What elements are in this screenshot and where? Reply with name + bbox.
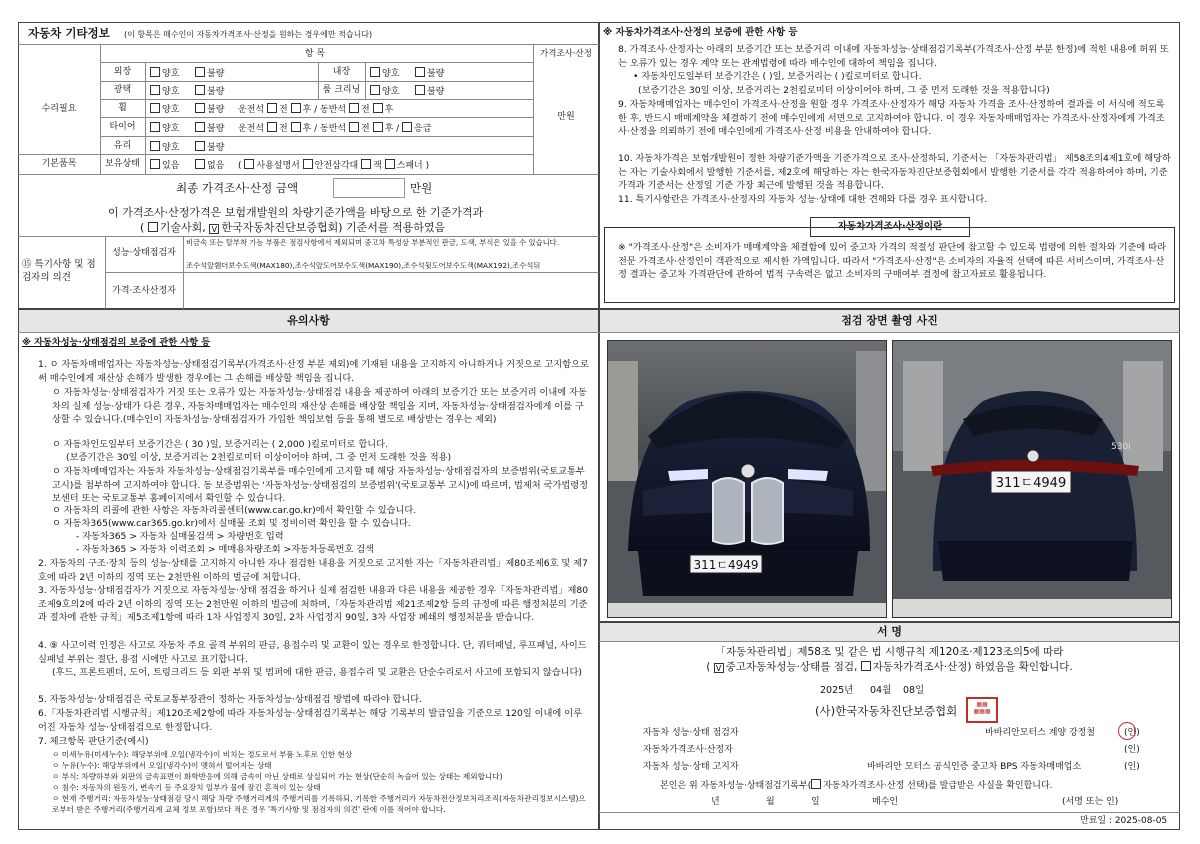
glass-label: 유리 [113, 141, 132, 151]
sign-date-day: 08일 [903, 685, 925, 696]
perf-checker-label: 성능·상태점검자 [112, 248, 176, 258]
driver-seat-text: 운전석 [238, 105, 265, 115]
confirm-price-checkbox[interactable] [811, 779, 821, 789]
tire-passenger-front-checkbox[interactable] [349, 122, 359, 132]
final-amount-input[interactable] [333, 178, 405, 198]
possession-have-checkbox[interactable] [150, 159, 160, 169]
notes-p2: ㅇ 자동차성능·상태점검자가 거짓 또는 오류가 있는 자동차성능·상태점검 내용을 제공하여 아래의 보증기간 또는 보증거리 이내에 자동차의 실제 성능·상태가 다른 경우, 자동차매매업자는 매수인의 재산상 손해를 배상할 책임을 지며, 자동차성능·상태점검자에게 이를 구상할 수 있습니다.(매수인이 자동차성능·상태점검자가 가입한 책임보험 등을 통해 별도로 배상받는 경우는 제외) [52, 387, 587, 426]
price-checker-label: 가격·조사산정자 [112, 286, 176, 296]
photos-title: 점검 장면 촬영 사진 [600, 310, 1179, 332]
notes-p10: 5. 자동차성능·상태점검은 국토교통부장관이 정하는 자동차성능·상태점검 방법에 따라야 합니다. [38, 694, 423, 705]
notes-p11: 6.「자동차관리법 시행규칙」제120조제2항에 따라 자동차성능·상태점검기록부는 해당 기록부의 발급일을 기준으로 120일 이내에 이루어진 자동차 성능·상태점검으로 한정합니다. [38, 708, 582, 733]
bad-text: 불량 [207, 143, 225, 153]
buyer-year: 년 [711, 797, 720, 807]
sign-row3-seal: (인) [1124, 762, 1140, 772]
etc-title: 자동차 기타정보 [28, 26, 110, 40]
buyer-label: 매수인 [872, 797, 899, 807]
tire-driver-front-checkbox[interactable] [267, 122, 277, 132]
etc-title-note: (이 항목은 매수인이 자동차가격조사·산정을 원하는 경우에만 적습니다) [124, 30, 373, 39]
final-amount-unit: 만원 [410, 181, 433, 195]
wheel-passenger-front-checkbox[interactable] [349, 103, 359, 113]
manual-text: 사용설명서 [256, 161, 300, 171]
buyer-month: 월 [766, 797, 775, 807]
confirm-text-b: 자동차가격조사·산정 선택)를 발급받은 사실을 확인합니다. [823, 781, 1053, 791]
guarantee-title: ※ 자동차가격조사·산정의 보증에 관한 사항 등 [603, 27, 798, 38]
tire-good-checkbox[interactable] [150, 122, 160, 132]
rear-text: 후 [384, 124, 394, 134]
notes-s1: ㅇ 미세누유(미세누수): 해당부위에 오일(냉각수)이 비치는 정도로서 부품 노후로 인한 현상 [52, 750, 353, 759]
tire-label: 타이어 [109, 122, 136, 132]
definition-title: 자동차가격조사·산정이란 [810, 217, 970, 237]
none-text: 없음 [207, 161, 225, 171]
notes-subtitle: ※ 자동차성능·상태점검의 보증에 관한 사항 등 [22, 337, 211, 348]
gloss-label: 광택 [113, 85, 132, 95]
exterior-good-checkbox[interactable] [150, 67, 160, 77]
guarantee-item-8-a: • 자동차인도일부터 보증기간은 ( )일, 보증거리는 ( )킬로미터로 합니다. [633, 71, 922, 82]
interior-bad-checkbox[interactable] [415, 67, 425, 77]
notes-title: 유의사항 [19, 310, 598, 332]
sign-row1-value: 바바리안모터스 계양 강정철 [985, 728, 1096, 738]
notes-p6: ㅇ 자동차365(www.car365.go.kr)에서 실매물 조회 및 정비이력 확인을 할 수 있습니다. [52, 518, 411, 529]
notes-p6b: - 자동차365 > 자동차 이력조회 > 매매용차량조회 >자동차등록번호 검색 [76, 544, 375, 555]
notes-p9b: (후드, 프론트펜더, 도어, 트렁크리드 등 외판 부위 및 범퍼에 대한 판금, 용접수리 및 교환은 단순수리로서 사고에 포함되지 않습니다) [52, 667, 583, 678]
sign-opt2-text: 자동차가격조사·산정) 하였음을 확인합니다. [872, 661, 1073, 673]
basis-line1: 이 가격조사·산정가격은 보험개발원의 차량기준가액을 바탕으로 한 기준가격과 [108, 206, 484, 219]
buyer-day: 일 [811, 797, 820, 807]
possession-label: 보유상태 [105, 159, 140, 169]
spanner-checkbox[interactable] [385, 159, 395, 169]
gloss-bad-checkbox[interactable] [195, 85, 205, 95]
perf-note2: 조수석앞휀더보수도색(MAX180),조수석앞도어보수도색(MAX190),조수석뒷도어보수도색(MAX192),조수석뒤 [186, 262, 541, 270]
notes-p6a: - 자동차365 > 자동차 실매물검색 > 차량번호 입력 [76, 531, 284, 542]
sign-row3-label: 자동차 성능·상태 고지자 [643, 762, 739, 772]
definition-text: ※ "가격조사·산정"은 소비자가 매매계약을 체결함에 있어 중고차 가격의 적절성 판단에 참고할 수 있도록 법령에 의한 절차와 기준에 따라 전문 가격조사·산정인이 객관적으로 제시한 가액입니다. 따라서 "가격조사·산정"은 소비자의 자율적 선택에 따른 서비스이며, 가격조사·산정 결과는 중고차 가격판단에 관하여 법적 구속력은 없고 소비자의 구매여부 결정에 참고자료로 활용됩니다. [618, 242, 1166, 281]
room-clean-label: 룸 크리닝 [322, 85, 361, 95]
special-notes-label: ⑮ 특기사항 및 점검자의 의견 [22, 259, 96, 283]
gloss-good-checkbox[interactable] [150, 85, 160, 95]
sign-line1: 「자동차관리법」제58조 및 같은 법 시행규칙 제120조·제123조의5에 따라 [715, 646, 1064, 658]
rear-text: 후 [384, 105, 394, 115]
col-item-header: 항 목 [304, 49, 326, 59]
guarantee-item-10: 10. 자동차가격은 보험개발원이 정한 차량기준가액을 기준가격으로 조사·산정하되, 기준서는 「자동차관리법」 제58조의4제1호에 해당하는 자는 기술사회에서 발행한 기준서를, 제2호에 해당하는 자는 한국자동차진단보증협회에서 발행한 기준서를 각각 적용하여야 하며, 기준가격과 기준서는 산정일 기준 가장 최근에 발행된 것을 적용합니다. [618, 153, 1171, 192]
notes-p8: 3. 자동차성능·상태점검자가 거짓으로 자동차성능·상태 점검을 하거나 실제 점검한 내용과 다른 내용을 제공한 경우「자동차관리법」제80조제9호의2에 따라 2년 이하의 징역 또는 2천만원 이하의 벌금에 처하며,「자동차관리법 제21조제2항 등의 규정에 따른 행정처분의 기준과 절차에 관한 규칙」제5조제1항에 따라 1차 사업정지 30일, 2차 사업정지 90일, 3차 사업장 폐쇄의 행정처분을 받습니다. [38, 585, 589, 624]
sign-date-month: 04월 [870, 685, 892, 696]
room-clean-good-checkbox[interactable] [370, 85, 380, 95]
signature-title: 서 명 [600, 623, 1179, 641]
price-unit-label: 만원 [557, 112, 575, 122]
notes-p1: 1. ㅇ 자동차매매업자는 자동차성능·상태점검기록부(가격조사·산정 부분 제외)에 기재된 내용을 고지하지 아니하거나 거짓으로 고지함으로써 매수인에게 재산상 손해가 발생한 경우에는 그 손해를 배상할 책임을 집니다. [38, 359, 589, 384]
front-text: 전 [360, 105, 370, 115]
sign-opt1-text: 중고자동차성능·상태를 점검, [725, 661, 858, 673]
basis-opt1-text: 기술사회, [159, 221, 206, 234]
wheel-bad-checkbox[interactable] [195, 103, 205, 113]
wheel-driver-rear-checkbox[interactable] [291, 103, 301, 113]
bad-text: 불량 [207, 87, 225, 97]
expire-date: 만료일 : 2025-08-05 [1080, 816, 1168, 826]
good-text: 양호 [162, 69, 180, 79]
notes-p7: 2. 자동차의 구조·장치 등의 성능·상태를 고지하지 아니한 자나 점검한 내용을 거짓으로 고지한 자는「자동차관리법」제80조제6호 및 제7호에 따라 2년 이하의 징역 또는 2천만원 이하의 벌금에 처합니다. [38, 558, 588, 583]
final-amount-label: 최종 가격조사·산정 금액 [176, 181, 299, 195]
basis-opt1-checkbox[interactable] [148, 222, 158, 232]
perf-note1: 비금속 또는 탈부착 가능 부품은 점검사항에서 제외되며 중고차 특성상 부분적인 판금, 도색, 부식은 있을 수 있습니다. [186, 238, 560, 247]
notes-p3b: (보증기간은 30일 이상, 보증거리는 2천킬로미터 이상이어야 하며, 그 중 먼저 도래한 것을 적용) [66, 452, 452, 463]
front-text: 전 [360, 124, 370, 134]
interior-good-checkbox[interactable] [370, 67, 380, 77]
notes-p3: ㅇ 자동차인도일부터 보증기간은 ( 30 )일, 보증거리는 ( 2,000 )킬로미터로 합니다. [52, 439, 388, 450]
car-rear-photo [892, 340, 1172, 618]
sign-perf-checkbox[interactable]: V [714, 663, 724, 673]
glass-bad-checkbox[interactable] [195, 141, 205, 151]
glass-good-checkbox[interactable] [150, 141, 160, 151]
notes-p9: 4. ⑨ 사고이력 인정은 사고로 자동차 주요 골격 부위의 판금, 용접수리 및 교환이 있는 경우로 한정합니다. 단, 쿼터패널, 루프패널, 사이드실패널 부위는 절단, 용접 시에만 사고로 표기합니다. [38, 640, 587, 665]
exterior-label: 외장 [113, 67, 132, 77]
front-text: 전 [278, 124, 288, 134]
good-text: 양호 [382, 69, 400, 79]
notes-s3: ㅇ 부식: 차량하부와 외판의 금속표면이 화학반응에 의해 금속이 아닌 상태로 상실되어 가는 현상(단순히 녹슬어 있는 상태는 제외합니다) [52, 772, 503, 781]
exterior-bad-checkbox[interactable] [195, 67, 205, 77]
group-repair-label: 수리필요 [41, 104, 77, 114]
good-text: 양호 [162, 124, 180, 134]
tire-driver-rear-checkbox[interactable] [291, 122, 301, 132]
jack-checkbox[interactable] [361, 159, 371, 169]
notes-s5: ㅇ 현재 주행거리: 자동차성능·상태점검 당시 해당 차량 주행거리계의 주행거리를 기록하되, 기록한 주행거리가 자동차전산정보처리조직(자동차관리정보시스템)으로부터 받은 주행거리(주행거리계 교체 정보 포함)보다 적은 경우 '특기사항 및 점검자의 의견' 란에 이를 적어야 합니다. [52, 794, 586, 815]
room-clean-bad-checkbox[interactable] [415, 85, 425, 95]
passenger-seat-text: 동반석 [320, 105, 347, 115]
notes-p12: 7. 체크항목 판단기준(예시) [38, 736, 149, 747]
sign-row2-label: 자동차가격조사·산정자 [643, 745, 733, 755]
wheel-passenger-rear-checkbox[interactable] [373, 103, 383, 113]
group-basic-label: 기본품목 [41, 159, 77, 169]
triangle-text: 안전삼각대 [314, 161, 359, 171]
official-seal-stamp: ▦▦ ▦▦▦ [966, 697, 998, 723]
basis-opt2-checkbox[interactable]: V [209, 224, 219, 234]
triangle-checkbox[interactable] [303, 159, 313, 169]
car-front-photo [607, 340, 887, 618]
tire-bad-checkbox[interactable] [195, 122, 205, 132]
guarantee-item-11: 11. 특기사항란은 가격조사·산정자의 자동차 성능·상태에 대한 견해와 다를 경우 표시합니다. [618, 194, 988, 205]
passenger-seat-text: 동반석 [320, 124, 347, 134]
interior-label: 내장 [332, 67, 351, 77]
sign-row1-seal: (인) [1124, 728, 1140, 738]
notes-s4: ㅇ 침수: 자동차의 원동기, 변속기 등 주요장치 일부가 물에 잠긴 흔적이 있는 상태 [52, 783, 321, 792]
bad-text: 불량 [427, 69, 445, 79]
manual-checkbox[interactable] [244, 159, 254, 169]
sign-org: (사)한국자동차진단보증협회 [815, 704, 958, 718]
notes-p4: ㅇ 자동차매매업자는 자동차 자동차성능·상태점검기록부를 매수인에게 고지할 때 해당 자동차성능·상태점검자의 보증범위(국토교통부 고시)를 첨부하여 고지하여야 합니다. 동 보증범위는 '자동차성능·상태점검의 보증범위'(국토교통부 고시)에 따르며, 법제처 국가법령정보센터 또는 국토교통부 홈페이지에서 확인할 수 있습니다. [52, 466, 588, 505]
bad-text: 불량 [427, 87, 445, 97]
notes-s2: ㅇ 누유(누수): 해당부위에서 오일(냉각수)이 맺혀서 떨어지는 상태 [52, 761, 272, 770]
good-text: 양호 [162, 105, 180, 115]
notes-p5: ㅇ 자동차의 리콜에 관한 사항은 자동차리콜센터(www.car.go.kr)에서 확인할 수 있습니다. [52, 505, 417, 516]
wheel-good-checkbox[interactable] [150, 103, 160, 113]
driver-seat-text: 운전석 [238, 124, 265, 134]
front-plate-text: 311ㄷ4949 [693, 558, 759, 572]
rear-text: 후 [302, 105, 312, 115]
possession-none-checkbox[interactable] [195, 159, 205, 169]
guarantee-item-8: 8. 가격조사·산정자는 아래의 보증기간 또는 보증거리 이내에 자동차성능·상태점검기록부(가격조사·산정 부분 한정)에 적힌 내용에 허위 또는 오류가 있는 경우 계약 또는 관계법령에 따라 매수인에 대하여 책임을 집니다. [618, 44, 1169, 69]
sign-price-checkbox[interactable] [861, 661, 871, 671]
rear-text: 후 [302, 124, 312, 134]
tire-passenger-rear-checkbox[interactable] [373, 122, 383, 132]
sign-row3-value: 바바리안 모터스 공식인증 중고차 BPS 자동차매매업소 [867, 762, 1082, 772]
buyer-sign-note: (서명 또는 인) [1062, 797, 1119, 807]
basis-opt2-text: 한국자동차진단보증협회) 기준서를 적용하였음 [221, 221, 446, 234]
jack-text: 잭 [373, 161, 382, 171]
guarantee-item-8-b: (보증기간은 30일 이상, 보증거리는 2천킬로미터 이상이어야 하며, 그 중 먼저 도래한 것을 적용합니다) [638, 85, 1050, 96]
have-text: 있음 [162, 161, 180, 171]
good-text: 양호 [162, 87, 180, 97]
front-text: 전 [278, 105, 288, 115]
bad-text: 불량 [207, 69, 225, 79]
emergency-text: 응급 [414, 124, 432, 134]
wheel-label: 휠 [118, 103, 127, 113]
guarantee-item-9: 9. 자동차매매업자는 매수인이 가격조사·산정을 원할 경우 가격조사·산정자가 해당 자동차 가격을 조사·산정하여 결과를 이 서식에 적도록 한 후, 반드시 매매계약을 체결하기 전에 매수인에게 서면으로 고지하여야 합니다. 이 경우 자동차매매업자는 가격조사·산정자에게 가격조사·산정을 의뢰하기 전에 매수인에게 가격조사·산정 비용을 안내하여야 합니다. [618, 99, 1165, 138]
tire-emergency-checkbox[interactable] [402, 122, 412, 132]
rear-plate-text: 311ㄷ4949 [995, 476, 1067, 491]
bad-text: 불량 [207, 124, 225, 134]
col-price-header: 가격조사·산정 [540, 49, 592, 59]
good-text: 양호 [162, 143, 180, 153]
bad-text: 불량 [207, 105, 225, 115]
good-text: 양호 [382, 87, 400, 97]
sign-row1-label: 자동차 성능·상태 점검자 [643, 728, 739, 738]
sign-date-year: 2025년 [820, 685, 854, 696]
wheel-driver-front-checkbox[interactable] [267, 103, 277, 113]
confirm-text-a: 본인은 위 자동차성능·상태점검기록부( [660, 781, 812, 791]
spanner-text: 스패너 [396, 161, 423, 171]
signature-mark [1118, 722, 1136, 740]
rear-badge-text: 530i [1111, 442, 1131, 452]
sign-row2-seal: (인) [1124, 745, 1140, 755]
